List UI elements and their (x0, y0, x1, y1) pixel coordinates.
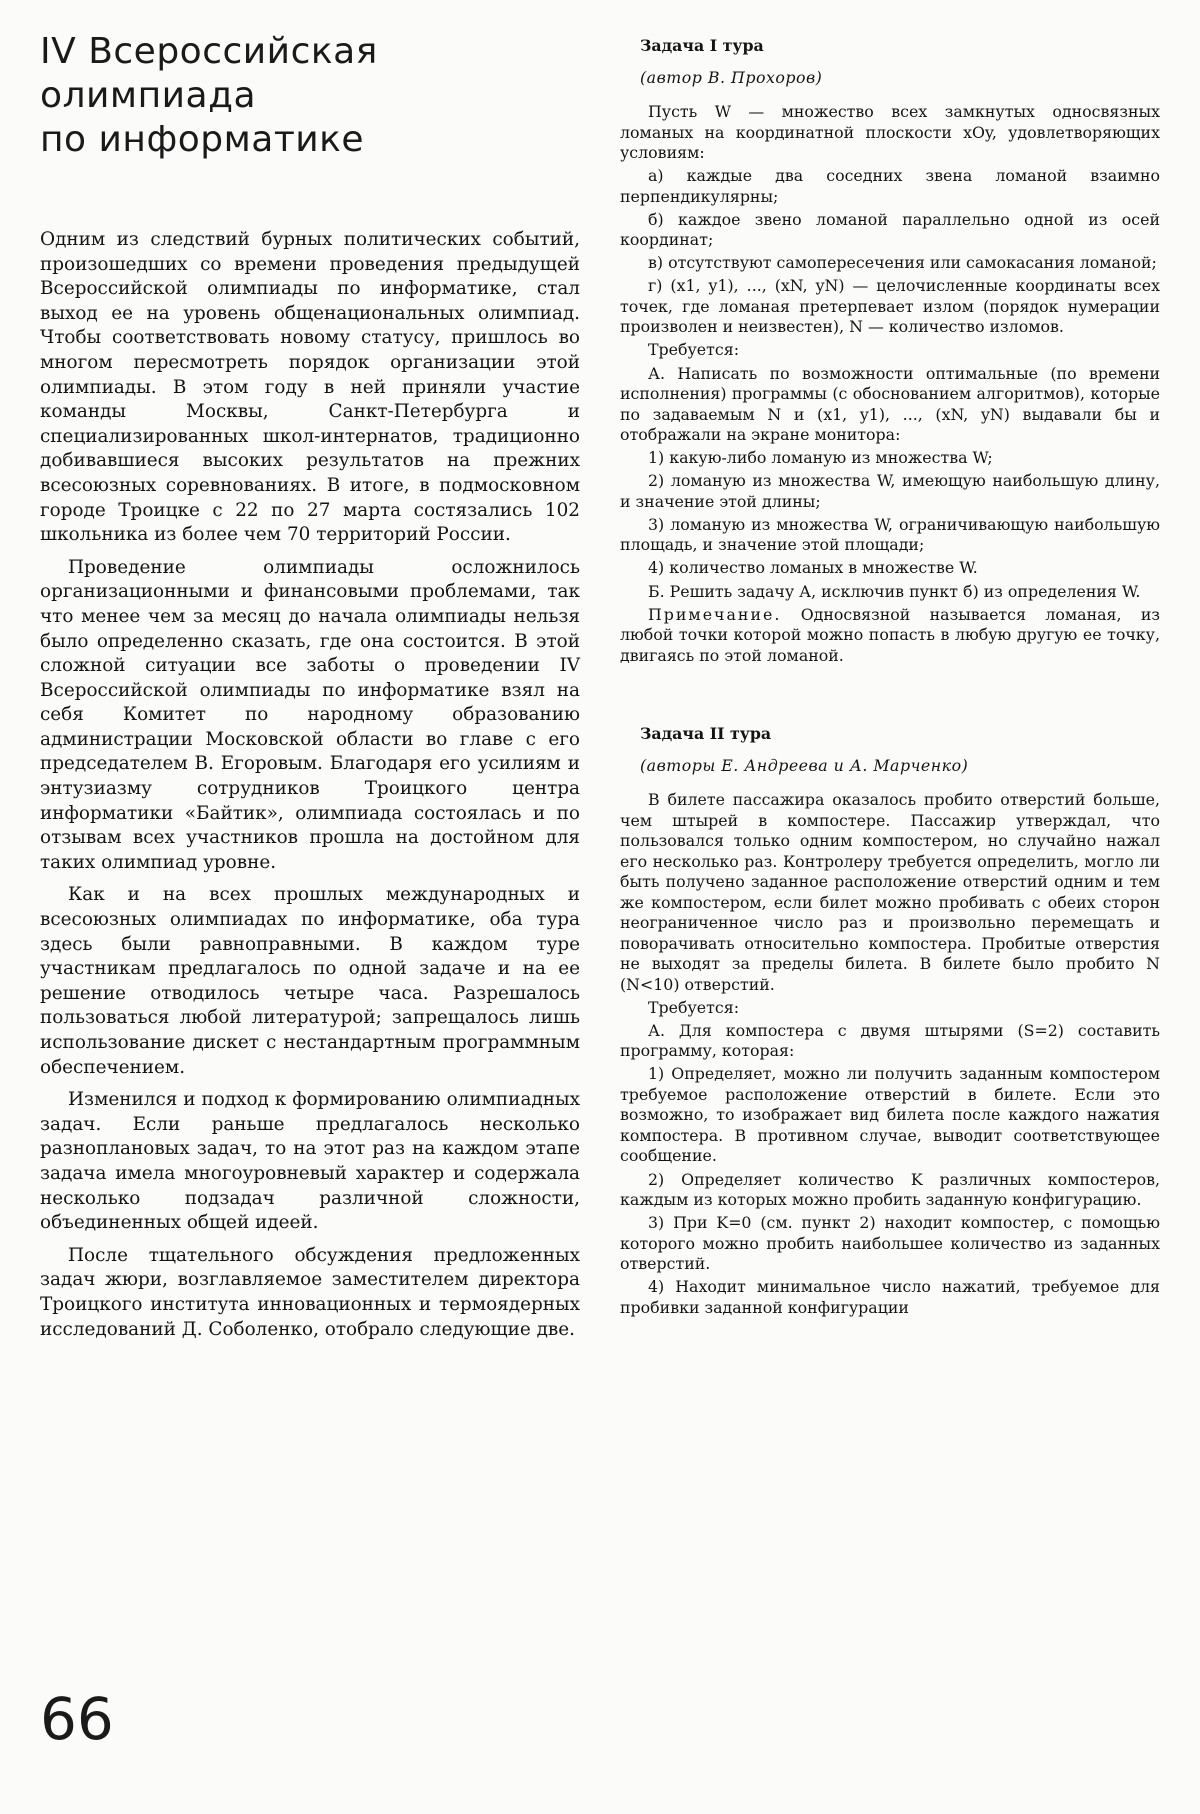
task-one-paragraph: 1) какую-либо ломаную из множества W; (648, 448, 993, 468)
task-one-paragraph: г) (x1, y1), ..., (xN, yN) — целочисленные координаты всех точек, где ломаная претерпевает излом (порядок нумерации произволен и неизвестен), N — количество изломов. (620, 276, 1160, 337)
task-two-paragraph: 3) При K=0 (см. пункт 2) находит компостер, с помощью которого можно пробить наибольшее количество из заданных отверстий. (620, 1213, 1160, 1274)
title-line-3: по информатике (40, 119, 365, 160)
task-one (620, 36, 1160, 666)
article-body (40, 228, 580, 1342)
task-one-paragraph: Требуется: (648, 340, 740, 360)
task-two-paragraph: 2) Определяет количество K различных компостеров, каждым из которых можно пробить заданную конфигурацию. (620, 1169, 1160, 1209)
task-one-paragraph: в) отсутствуют самопересечения или самокасания ломаной; (648, 253, 1157, 273)
task-two-heading: Задача II тура (640, 724, 772, 744)
title-line-1: IV Всероссийская (40, 31, 378, 72)
article-title (40, 30, 580, 162)
task-one-paragraph: 4) количество ломаных в множестве W. (648, 558, 978, 578)
article-paragraph: После тщательного обсуждения предложенных задач жюри, возглавляемое заместителем директора Троицкого института инновационных и термоядерных исследований Д. Соболенко, отобрало следующие две. (40, 1244, 580, 1340)
note-label: Примечание. (648, 604, 782, 624)
task-one-paragraph: Б. Решить задачу А, исключив пункт б) из определения W. (648, 581, 1141, 601)
task-one-paragraph: А. Написать по возможности оптимальные (по времени исполнения) программы (с обоснованием алгоритмов), которые по задаваемым N и (x1, y1), ..., (xN, yN) выдавали бы и отображали на экране монитора: (620, 363, 1160, 445)
left-column (40, 30, 580, 1350)
task-one-paragraph: а) каждые два соседних звена ломаной взаимно перпендикулярны; (620, 166, 1160, 206)
task-two-paragraph: А. Для компостера с двумя штырями (S=2) составить программу, которая: (620, 1020, 1160, 1061)
task-one-note (620, 605, 1160, 667)
task-one-paragraph: б) каждое звено ломаной параллельно одной из осей координат; (620, 209, 1160, 250)
task-two-paragraph: Требуется: (648, 997, 740, 1017)
task-one-heading: Задача I тура (640, 36, 764, 55)
article-paragraph: Проведение олимпиады осложнилось организационными и финансовыми проблемами, так что менее чем за месяц до начала олимпиады нельзя было определенно сказать, где она состоится. В этой сложной ситуации все заботы о проведении IV Всероссийской олимпиады по информатике взял на себя Комитет по народному образованию администрации Московской области во главе с его председателем В. Егоровым. Благодаря его усилиям и энтузиазму сотрудников Троицкого центра информатики «Байтик», олимпиада состоялась и по отзывам всех участников прошла на достойном для таких олимпиад уровне. (40, 556, 580, 873)
task-one-paragraph: 3) ломаную из множества W, ограничивающую наибольшую площадь, и значение этой площади; (620, 514, 1160, 555)
right-column (620, 36, 1160, 1321)
article-paragraph: Одним из следствий бурных политических событий, произошедших со времени проведения предыдущей Всероссийской олимпиады по информатике, стал выход ее на уровень общенациональных олимпиад. Чтобы соответствовать новому статусу, пришлось во многом пересмотреть порядок организации этой олимпиады. В этом году в ней приняли участие команды Москвы, Санкт-Петербурга и специализированных школ-интернатов, традиционно добивавшиеся высоких результатов на прежних всесоюзных соревнованиях. В итоге, в подмосковном городе Троицке с 22 по 27 марта состязались 102 школьника из более чем 70 территорий России. (40, 229, 580, 546)
note-text: Односвязной называется ломаная, из любой точки которой можно попасть в любую другую ее точку, двигаясь по этой ломаной. (620, 604, 1160, 665)
task-two-paragraph: В билете пассажира оказалось пробито отверстий больше, чем штырей в компостере. Пассажир утверждал, что пользовался только одним компостером, но случайно нажал его несколько раз. Контролеру требуется определить, могло ли быть получено заданное расположение отверстий одним и тем же компостером, если билет можно пробивать с обеих сторон неограниченное число раз и произвольно перемещать и поворачивать относительно компостера. Пробитые отверстия не выходят за пределы билета. В билете было пробито N (N<10) отверстий. (620, 790, 1160, 994)
page-number: 66 (40, 1685, 114, 1753)
article-paragraph: Изменился и подход к формированию олимпиадных задач. Если раньше предлагалось несколько разноплановых задач, то на этот раз на каждом этапе задача имела многоуровневый характер и содержала несколько подзадач различной сложности, объединенных общей идеей. (40, 1089, 580, 1234)
task-two-paragraph: 1) Определяет, можно ли получить заданным компостером требуемое расположение отверстий в билете. Если это возможно, то изображает вид билета после каждого нажатия компостера. В противном случае, выводит соответствующее сообщение. (620, 1064, 1160, 1166)
task-one-paragraph: Пусть W — множество всех замкнутых односвязных ломаных на координатной плоскости xOy, удовлетворяющих условиям: (620, 102, 1160, 162)
task-two-author: (авторы Е. Андреева и А. Марченко) (640, 756, 969, 776)
task-one-paragraph: 2) ломаную из множества W, имеющую наибольшую длину, и значение этой длины; (620, 471, 1160, 511)
task-two (620, 724, 1160, 1318)
task-one-author: (автор В. Прохоров) (640, 68, 823, 87)
task-two-paragraph: 4) Находит минимальное число нажатий, требуемое для пробивки заданной конфигурации (620, 1277, 1160, 1317)
title-line-2: олимпиада (40, 75, 257, 116)
article-paragraph: Как и на всех прошлых международных и всесоюзных олимпиадах по информатике, оба тура здесь были равноправными. В каждом туре участникам предлагалось по одной задаче и на ее решение отводилось четыре часа. Разрешалось пользоваться любой литературой; запрещалось лишь использование дискет с нестандартным программным обеспечением. (40, 884, 580, 1078)
